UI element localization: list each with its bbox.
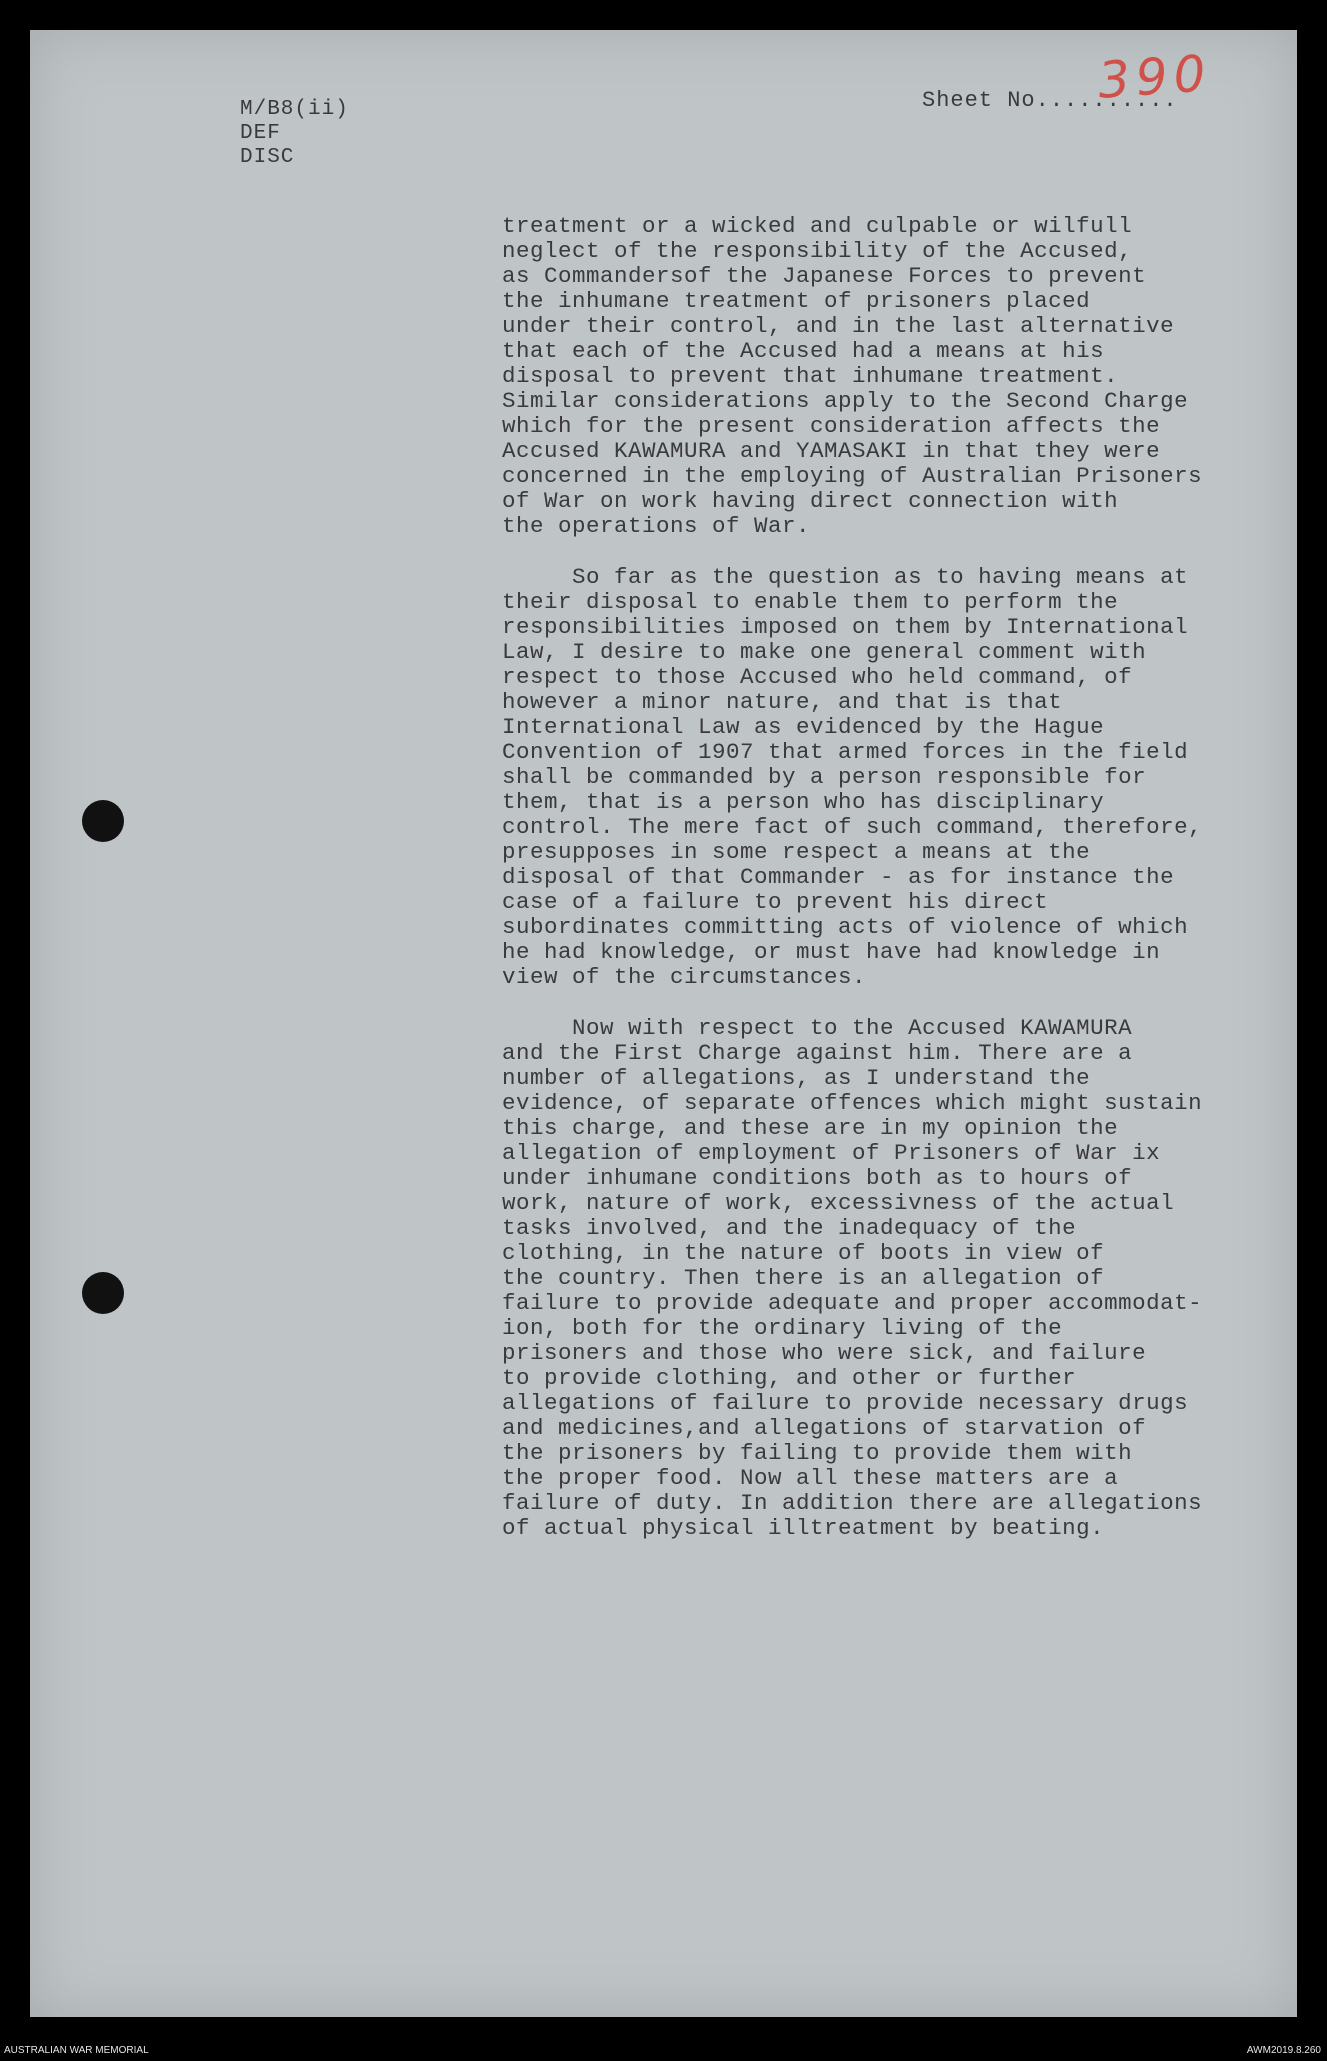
reference-line: M/B8(ii) (240, 98, 349, 121)
text-line: that each of the Accused had a means at his (502, 338, 1105, 364)
text-line: to provide clothing, and other or further (502, 1365, 1077, 1391)
document-body (502, 214, 1302, 1567)
footer-left-caption: AUSTRALIAN WAR MEMORIAL (4, 2045, 149, 2056)
text-line: allegations of failure to provide necessary drugs (502, 1390, 1189, 1416)
text-line: responsibilities imposed on them by International (502, 614, 1189, 640)
text-line: respect to those Accused who held command, of (502, 664, 1133, 690)
reference-block (240, 98, 349, 170)
text-line: allegation of employment of Prisoners of War ix (502, 1140, 1161, 1166)
text-line: under their control, and in the last alternative (502, 313, 1175, 339)
footer-right-caption: AWM2019.8.260 (1246, 2045, 1321, 2056)
text-line: the operations of War. (502, 513, 811, 539)
text-line: neglect of the responsibility of the Accused, (502, 238, 1133, 264)
text-line: this charge, and these are in my opinion the (502, 1115, 1119, 1141)
text-line: Similar considerations apply to the Second Charge (502, 388, 1189, 414)
punch-hole-bottom (82, 1272, 124, 1314)
text-line: Law, I desire to make one general comment with (502, 639, 1147, 665)
text-line: them, that is a person who has disciplinary (502, 789, 1105, 815)
text-line: International Law as evidenced by the Hague (502, 714, 1105, 740)
text-line: which for the present consideration affects the (502, 413, 1161, 439)
text-line: shall be commanded by a person responsible for (502, 764, 1147, 790)
text-line: under inhumane conditions both as to hours of (502, 1165, 1133, 1191)
text-line: he had knowledge, or must have had knowledge in (502, 939, 1161, 965)
sheet-label: Sheet No.......... (922, 88, 1178, 113)
text-line: tasks involved, and the inadequacy of the (502, 1215, 1077, 1241)
text-line: view of the circumstances. (502, 964, 867, 990)
text-line: disposal of that Commander - as for instance the (502, 864, 1175, 890)
text-line: of War on work having direct connection with (502, 488, 1119, 514)
sheet-number-handwritten: 390 (1096, 44, 1214, 110)
text-line: clothing, in the nature of boots in view of (502, 1240, 1105, 1266)
text-line: concerned in the employing of Australian Prisoners (502, 463, 1203, 489)
text-line: as Commandersof the Japanese Forces to prevent (502, 263, 1147, 289)
punch-hole-top (82, 800, 124, 842)
text-line: and the First Charge against him. There are a (502, 1040, 1133, 1066)
text-line: subordinates committing acts of violence of which (502, 914, 1189, 940)
text-line: control. The mere fact of such command, therefore, (502, 814, 1203, 840)
text-line: evidence, of separate offences which might sustain (502, 1090, 1203, 1116)
text-line: of actual physical illtreatment by beating. (502, 1515, 1105, 1541)
text-line: the inhumane treatment of prisoners placed (502, 288, 1091, 314)
text-line: disposal to prevent that inhumane treatment. (502, 363, 1119, 389)
text-line: Convention of 1907 that armed forces in the field (502, 739, 1189, 765)
paragraph (502, 1016, 1302, 1541)
text-line: failure to provide adequate and proper accommodat- (502, 1290, 1203, 1316)
text-line: their disposal to enable them to perform the (502, 589, 1119, 615)
reference-line: DISC (240, 146, 295, 169)
text-line: prisoners and those who were sick, and failure (502, 1340, 1147, 1366)
text-line: however a minor nature, and that is that (502, 689, 1063, 715)
text-line: So far as the question as to having means at (502, 564, 1189, 590)
reference-line: DEF (240, 122, 281, 145)
text-line: number of allegations, as I understand the (502, 1065, 1091, 1091)
text-line: and medicines,and allegations of starvation of (502, 1415, 1147, 1441)
text-line: treatment or a wicked and culpable or wilfull (502, 213, 1133, 239)
text-line: case of a failure to prevent his direct (502, 889, 1049, 915)
paragraph (502, 214, 1302, 539)
paragraph (502, 565, 1302, 990)
text-line: work, nature of work, excessivness of the actual (502, 1190, 1175, 1216)
text-line: the prisoners by failing to provide them with (502, 1440, 1133, 1466)
text-line: failure of duty. In addition there are allegations (502, 1490, 1203, 1516)
text-line: ion, both for the ordinary living of the (502, 1315, 1063, 1341)
text-line: the proper food. Now all these matters are a (502, 1465, 1119, 1491)
text-line: Accused KAWAMURA and YAMASAKI in that they were (502, 438, 1161, 464)
text-line: presupposes in some respect a means at the (502, 839, 1091, 865)
text-line: the country. Then there is an allegation of (502, 1265, 1105, 1291)
text-line: Now with respect to the Accused KAWAMURA (502, 1015, 1133, 1041)
